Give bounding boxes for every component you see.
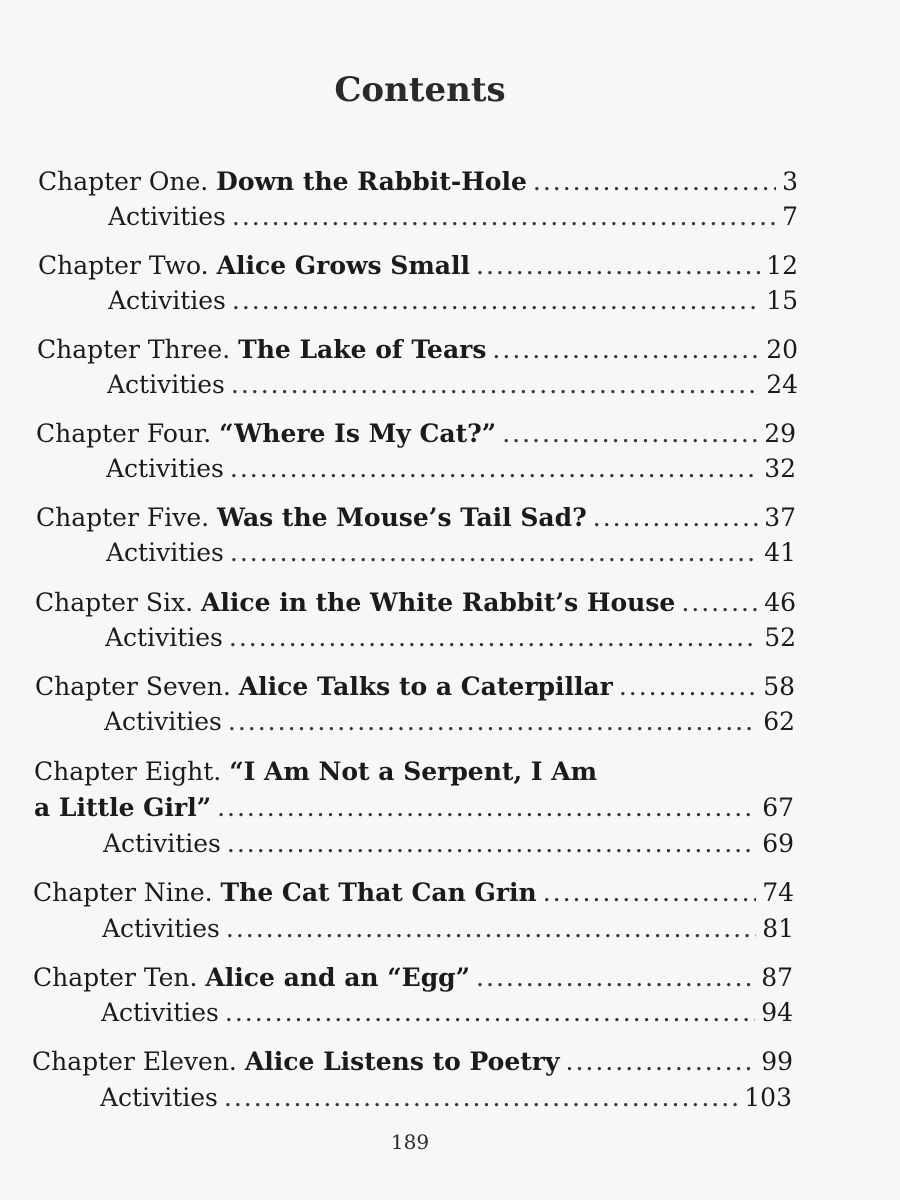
page-title: Contents bbox=[334, 70, 506, 110]
toc-entry-chapter-ten[interactable] bbox=[33, 961, 793, 995]
toc-entry-activities-one[interactable] bbox=[108, 200, 798, 234]
activities-label: Activities bbox=[102, 914, 220, 943]
page-ref: 69 bbox=[762, 829, 794, 858]
chapter-title: Alice and an “Egg” bbox=[205, 963, 471, 992]
page-ref: 15 bbox=[766, 286, 798, 315]
page-ref: 62 bbox=[763, 707, 795, 736]
toc-entry-activities-ten[interactable] bbox=[101, 996, 793, 1030]
dot-leader bbox=[492, 333, 760, 367]
dot-leader bbox=[566, 1045, 756, 1079]
chapter-prefix: Chapter Eleven. bbox=[32, 1047, 237, 1076]
activities-label: Activities bbox=[108, 286, 226, 315]
activities-label: Activities bbox=[105, 623, 223, 652]
chapter-title: The Lake of Tears bbox=[238, 335, 487, 364]
dot-leader bbox=[502, 417, 758, 451]
page-ref: 12 bbox=[766, 251, 798, 280]
dot-leader bbox=[232, 200, 776, 234]
chapter-title: “I Am Not a Serpent, I Am bbox=[229, 757, 598, 786]
activities-label: Activities bbox=[108, 202, 226, 231]
activities-label: Activities bbox=[104, 707, 222, 736]
chapter-prefix: Chapter Five. bbox=[36, 503, 210, 532]
dot-leader bbox=[226, 912, 756, 946]
dot-leader bbox=[224, 1081, 738, 1115]
chapter-title: “Where Is My Cat?” bbox=[219, 419, 497, 448]
toc-entry-chapter-six[interactable] bbox=[35, 586, 796, 620]
page-ref: 94 bbox=[761, 998, 793, 1027]
dot-leader bbox=[230, 452, 758, 486]
page-ref: 41 bbox=[764, 538, 796, 567]
dot-leader bbox=[593, 501, 758, 535]
page-ref: 74 bbox=[762, 878, 794, 907]
dot-leader bbox=[230, 536, 758, 570]
toc-entry-activities-eight[interactable] bbox=[103, 827, 794, 861]
activities-label: Activities bbox=[100, 1083, 218, 1112]
toc-entry-activities-eleven[interactable] bbox=[100, 1081, 792, 1115]
toc-entry-activities-four[interactable] bbox=[106, 452, 796, 486]
toc-entry-activities-seven[interactable] bbox=[104, 705, 795, 739]
chapter-title: Alice Listens to Poetry bbox=[244, 1047, 560, 1076]
toc-entry-activities-three[interactable] bbox=[107, 368, 798, 402]
page-ref: 58 bbox=[763, 672, 795, 701]
chapter-title: Alice Talks to a Caterpillar bbox=[238, 672, 613, 701]
page-ref: 3 bbox=[782, 167, 798, 196]
toc-entry-activities-nine[interactable] bbox=[102, 912, 794, 946]
dot-leader bbox=[533, 165, 776, 199]
dot-leader bbox=[476, 249, 760, 283]
page-number: 189 bbox=[390, 1130, 430, 1154]
chapter-prefix: Chapter Seven. bbox=[35, 672, 231, 701]
chapter-title: Alice Grows Small bbox=[216, 251, 470, 280]
page-ref: 52 bbox=[764, 623, 796, 652]
toc-entry-chapter-nine[interactable] bbox=[33, 876, 794, 910]
page-ref: 7 bbox=[782, 202, 798, 231]
page-ref: 20 bbox=[766, 335, 798, 364]
activities-label: Activities bbox=[101, 998, 219, 1027]
chapter-prefix: Chapter Ten. bbox=[33, 963, 198, 992]
page-ref: 29 bbox=[764, 419, 796, 448]
chapter-prefix: Chapter One. bbox=[38, 167, 209, 196]
chapter-title: Was the Mouse’s Tail Sad? bbox=[217, 503, 587, 532]
chapter-title: Down the Rabbit-Hole bbox=[216, 167, 527, 196]
toc-entry-chapter-two[interactable] bbox=[38, 249, 798, 283]
toc-entry-activities-five[interactable] bbox=[106, 536, 796, 570]
page-ref: 103 bbox=[744, 1083, 792, 1112]
dot-leader bbox=[217, 791, 756, 825]
toc-entry-chapter-eight[interactable] bbox=[34, 791, 794, 825]
page-ref: 87 bbox=[761, 963, 793, 992]
toc-entry-chapter-eleven[interactable] bbox=[32, 1045, 793, 1079]
chapter-prefix: Chapter Two. bbox=[38, 251, 209, 280]
toc-entry-chapter-one[interactable] bbox=[38, 165, 798, 199]
chapter-prefix: Chapter Nine. bbox=[33, 878, 213, 907]
toc-entry-activities-two[interactable] bbox=[108, 284, 798, 318]
page-ref: 99 bbox=[761, 1047, 793, 1076]
activities-label: Activities bbox=[106, 538, 224, 567]
dot-leader bbox=[476, 961, 755, 995]
toc-entry-chapter-five[interactable] bbox=[36, 501, 796, 535]
toc-entry-activities-six[interactable] bbox=[105, 621, 796, 655]
dot-leader bbox=[231, 368, 760, 402]
dot-leader bbox=[619, 670, 757, 704]
chapter-title-continued: a Little Girl” bbox=[34, 793, 212, 822]
toc-entry-chapter-eight-line1[interactable] bbox=[34, 755, 597, 789]
chapter-prefix: Chapter Six. bbox=[35, 588, 194, 617]
dot-leader bbox=[229, 621, 758, 655]
chapter-prefix: Chapter Three. bbox=[37, 335, 231, 364]
dot-leader bbox=[543, 876, 757, 910]
page-ref: 81 bbox=[762, 914, 794, 943]
activities-label: Activities bbox=[103, 829, 221, 858]
page-ref: 67 bbox=[762, 793, 794, 822]
chapter-title: Alice in the White Rabbit’s House bbox=[201, 588, 676, 617]
dot-leader bbox=[228, 705, 757, 739]
dot-leader bbox=[227, 827, 756, 861]
dot-leader bbox=[232, 284, 760, 318]
chapter-prefix: Chapter Eight. bbox=[34, 757, 222, 786]
dot-leader bbox=[681, 586, 758, 620]
chapter-title: The Cat That Can Grin bbox=[220, 878, 537, 907]
toc-entry-chapter-four[interactable] bbox=[36, 417, 796, 451]
page-ref: 24 bbox=[766, 370, 798, 399]
page-ref: 46 bbox=[764, 588, 796, 617]
page-ref: 37 bbox=[764, 503, 796, 532]
activities-label: Activities bbox=[107, 370, 225, 399]
activities-label: Activities bbox=[106, 454, 224, 483]
chapter-prefix: Chapter Four. bbox=[36, 419, 212, 448]
page-ref: 32 bbox=[764, 454, 796, 483]
dot-leader bbox=[225, 996, 755, 1030]
toc-entry-chapter-seven[interactable] bbox=[35, 670, 795, 704]
toc-entry-chapter-three[interactable] bbox=[37, 333, 798, 367]
